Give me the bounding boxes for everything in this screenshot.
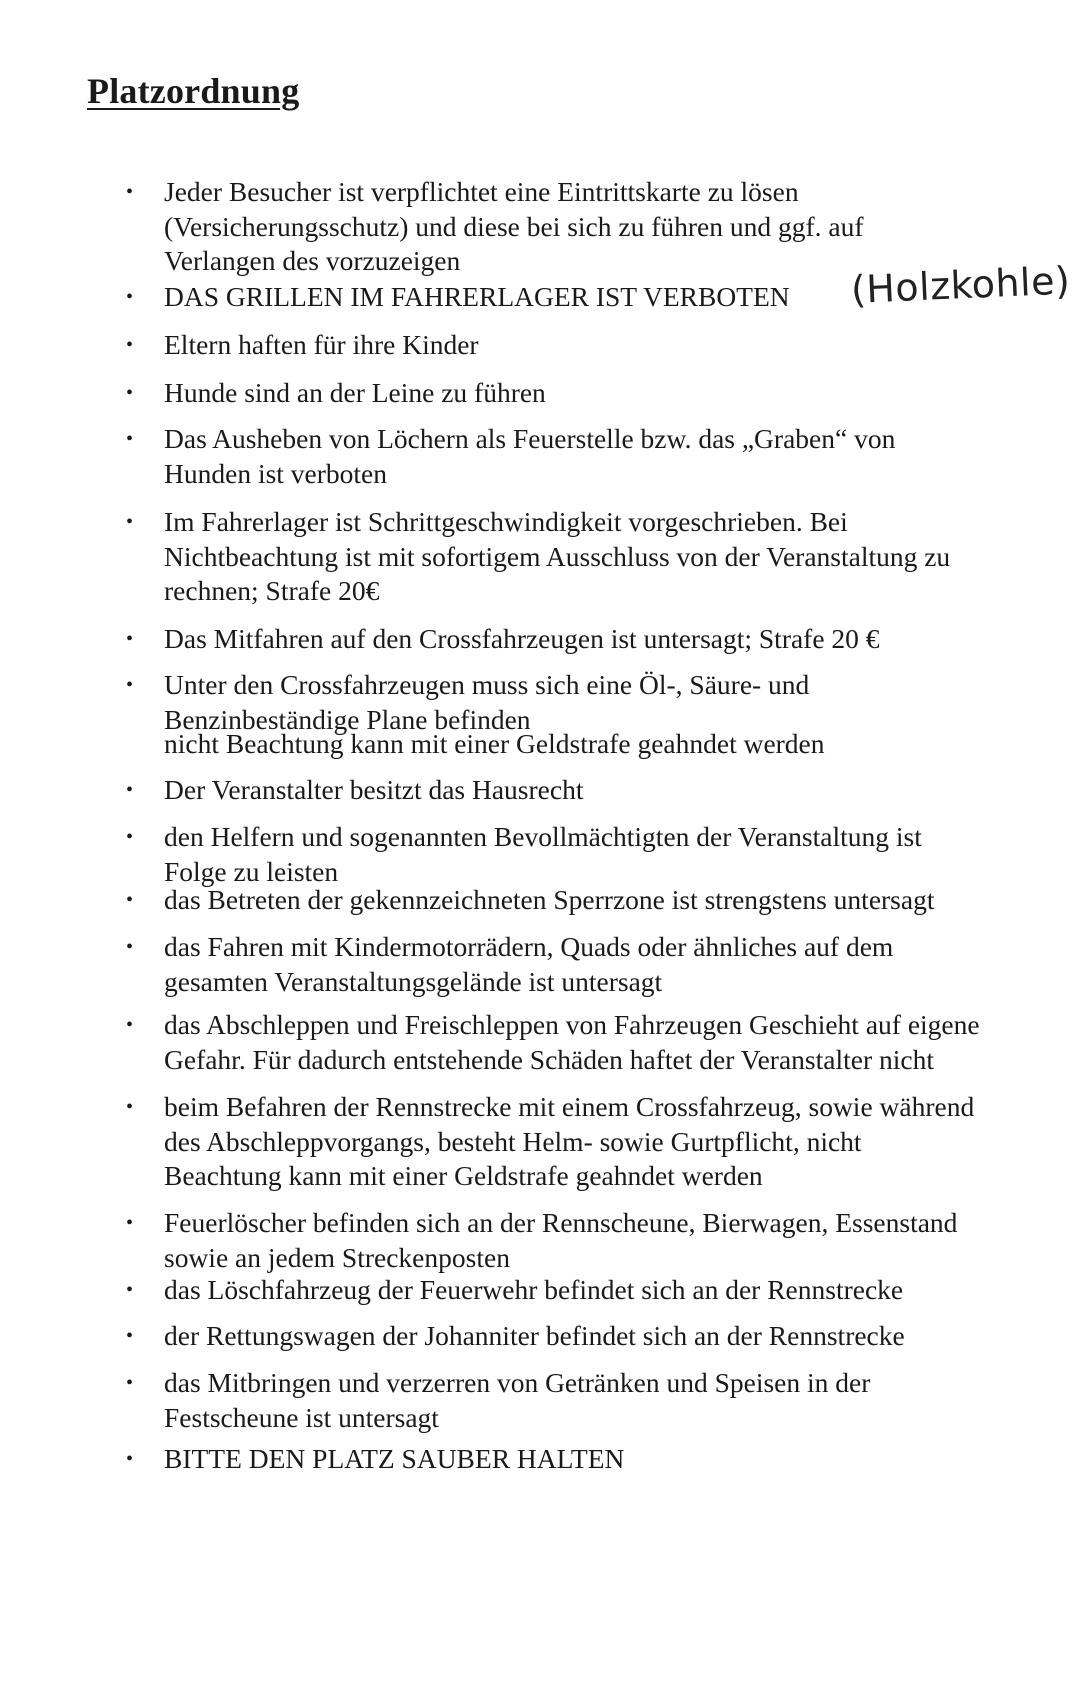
- bullet-icon: •: [126, 826, 134, 848]
- rule-item: [126, 930, 1064, 999]
- rule-item: [126, 1366, 1064, 1435]
- rule-item: [126, 883, 1064, 918]
- bullet-icon: •: [126, 628, 134, 650]
- rule-text: das Abschleppen und Freischleppen von Fahrzeugen Geschieht auf eigene Gefahr. Für dadurch entstehende Schäden haftet der Veranstalter nicht: [164, 1009, 980, 1075]
- rule-text: Unter den Crossfahrzeugen muss sich eine Öl-, Säure- und Benzinbeständige Plane befinden: [164, 669, 810, 735]
- rule-item: [126, 1008, 1064, 1077]
- rule-text: das Fahren mit Kindermotorrädern, Quads oder ähnliches auf dem gesamten Veranstaltungsgelände ist untersagt: [164, 931, 894, 997]
- bullet-icon: •: [126, 1212, 134, 1234]
- bullet-icon: •: [126, 889, 134, 911]
- bullet-icon: •: [126, 936, 134, 958]
- rule-text: Feuerlöscher befinden sich an der Rennscheune, Bierwagen, Essenstand sowie an jedem Streckenposten: [164, 1207, 958, 1273]
- bullet-icon: •: [126, 1279, 134, 1301]
- bullet-icon: •: [126, 286, 134, 308]
- rule-item: [126, 1206, 1064, 1275]
- rule-item: [126, 175, 1064, 279]
- rule-item: [126, 1273, 1064, 1308]
- rule-text: Eltern haften für ihre Kinder: [164, 329, 479, 360]
- bullet-icon: •: [126, 674, 134, 696]
- rule-item: [126, 376, 1064, 411]
- rule-text: der Rettungswagen der Johanniter befindet sich an der Rennstrecke: [164, 1320, 905, 1351]
- rule-text: Hunde sind an der Leine zu führen: [164, 377, 546, 408]
- rule-item: [126, 773, 1064, 808]
- rule-text: Das Ausheben von Löchern als Feuerstelle bzw. das „Graben“ von Hunden ist verboten: [164, 423, 896, 489]
- bullet-icon: •: [126, 382, 134, 404]
- rule-item: [126, 622, 1064, 657]
- rule-item: [126, 1319, 1064, 1354]
- page-title: Platzordnung: [87, 71, 300, 111]
- bullet-icon: •: [126, 181, 134, 203]
- rule-text: Im Fahrerlager ist Schrittgeschwindigkeit vorgeschrieben. Bei Nichtbeachtung ist mit sofortigem Ausschluss von der Veranstaltung zu rechnen; Strafe 20€: [164, 506, 951, 606]
- rule-text: das Löschfahrzeug der Feuerwehr befindet sich an der Rennstrecke: [164, 1274, 904, 1305]
- bullet-icon: •: [126, 1096, 134, 1118]
- rule-item: [126, 820, 1064, 889]
- bullet-icon: •: [126, 1372, 134, 1394]
- rule-text: BITTE DEN PLATZ SAUBER HALTEN: [164, 1443, 625, 1474]
- rule-text: Das Mitfahren auf den Crossfahrzeugen ist untersagt; Strafe 20 €: [164, 623, 880, 654]
- bullet-icon: •: [126, 334, 134, 356]
- rule-text: das Betreten der gekennzeichneten Sperrzone ist strengstens untersagt: [164, 884, 935, 915]
- rule-item: [126, 1442, 1064, 1477]
- rule-text: das Mitbringen und verzerren von Getränken und Speisen in der Festscheune ist untersagt: [164, 1367, 871, 1433]
- rule-text: Jeder Besucher ist verpflichtet eine Eintrittskarte zu lösen (Versicherungsschutz) und diese bei sich zu führen und ggf. auf Verlangen des vorzuzeigen: [164, 176, 864, 276]
- handwritten-note: (Holzkohle): [850, 258, 1072, 312]
- bullet-icon: •: [126, 428, 134, 450]
- rule-text: DAS GRILLEN IM FAHRERLAGER IST VERBOTEN: [164, 281, 790, 312]
- rule-text: Der Veranstalter besitzt das Hausrecht: [164, 774, 584, 805]
- bullet-icon: •: [126, 779, 134, 801]
- rule-item: [164, 727, 1064, 762]
- rule-text: beim Befahren der Rennstrecke mit einem Crossfahrzeug, sowie während des Abschleppvorgangs, besteht Helm- sowie Gurtpflicht, nicht Beachtung kann mit einer Geldstrafe geahndet werden: [164, 1091, 975, 1191]
- bullet-icon: •: [126, 1014, 134, 1036]
- bullet-icon: •: [126, 1325, 134, 1347]
- rule-item: [126, 422, 1064, 491]
- rule-item: [126, 1090, 1064, 1194]
- bullet-icon: •: [126, 1448, 134, 1470]
- rule-text: den Helfern und sogenannten Bevollmächtigten der Veranstaltung ist Folge zu leisten: [164, 821, 922, 887]
- bullet-icon: •: [126, 511, 134, 533]
- rule-item: [126, 328, 1064, 363]
- rule-text: nicht Beachtung kann mit einer Geldstrafe geahndet werden: [164, 728, 825, 759]
- rule-item: [126, 505, 1064, 609]
